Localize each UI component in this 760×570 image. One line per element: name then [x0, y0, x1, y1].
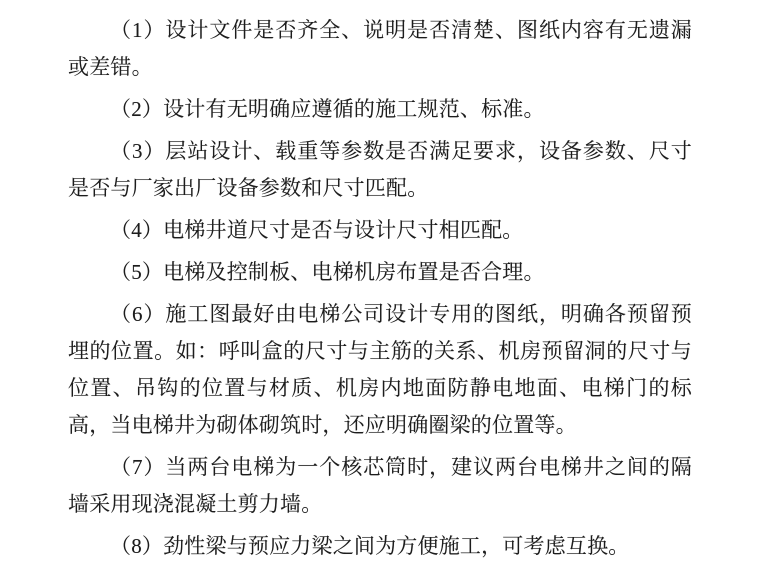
paragraph-item-4: （4）电梯井道尺寸是否与设计尺寸相匹配。	[110, 218, 524, 242]
paragraph-item-8: （8）劲性梁与预应力梁之间为方便施工，可考虑互换。	[110, 534, 630, 558]
paragraph-item-1: （1）设计文件是否齐全、说明是否清楚、图纸内容有无遗漏或差错。	[68, 18, 692, 79]
paragraph-item-5: （5）电梯及控制板、电梯机房布置是否合理。	[110, 260, 545, 284]
paragraph-item-2: （2）设计有无明确应遵循的施工规范、标准。	[110, 97, 545, 121]
paragraph-item-3: （3）层站设计、载重等参数是否满足要求，设备参数、尺寸是否与厂家出厂设备参数和尺寸匹配。	[68, 139, 692, 200]
paragraph-item-6: （6）施工图最好由电梯公司设计专用的图纸，明确各预留预埋的位置。如：呼叫盒的尺寸与主筋的关系、机房预留洞的尺寸与位置、吊钩的位置与材质、机房内地面防静电地面、电梯门的标高，当电梯井为砌体砌筑时，还应明确圈梁的位置等。	[68, 302, 692, 437]
paragraph-item-7: （7）当两台电梯为一个核芯筒时，建议两台电梯井之间的隔墙采用现浇混凝土剪力墙。	[68, 455, 692, 516]
